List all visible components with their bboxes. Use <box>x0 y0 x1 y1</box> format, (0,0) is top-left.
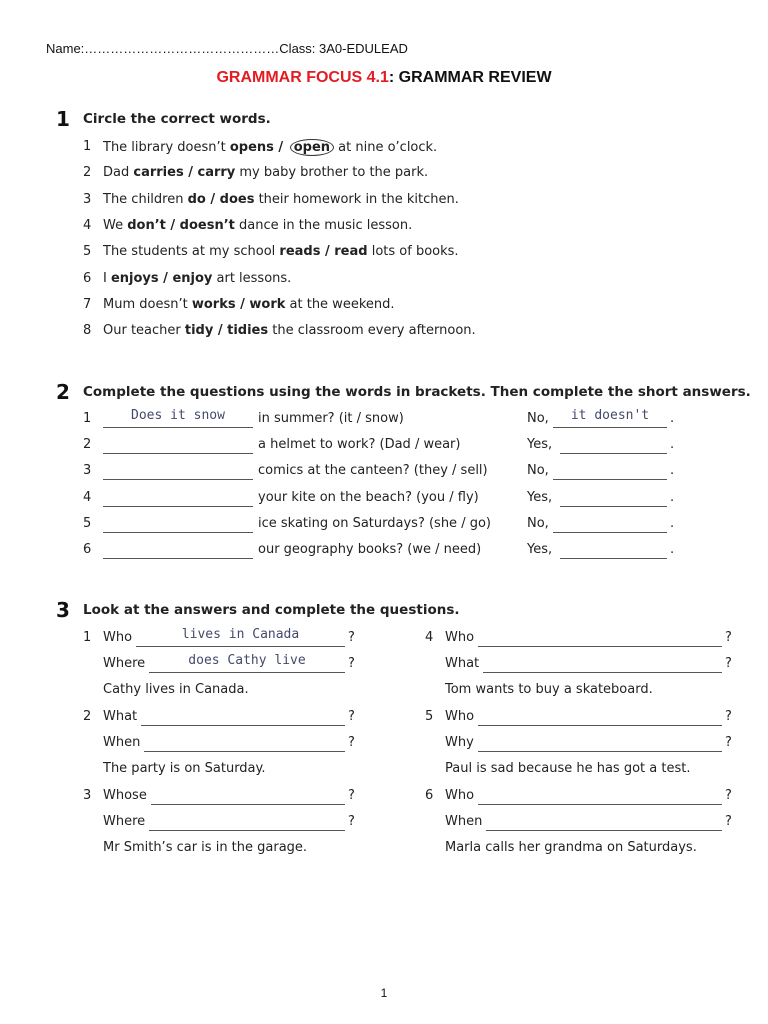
item-number: 5 <box>425 709 434 724</box>
sentence-start: Dad <box>103 165 134 181</box>
word-options[interactable]: do / does <box>187 191 255 207</box>
page-number: 1 <box>380 986 388 1000</box>
item-sentence <box>103 218 412 233</box>
item-number: 6 <box>83 542 92 557</box>
exercise-1-item <box>83 218 583 238</box>
item-sentence <box>103 297 395 312</box>
sentence-start: The students at my school <box>103 244 280 260</box>
short-answer-period: . <box>670 437 675 453</box>
short-answer-period: . <box>670 515 675 531</box>
item-number: 3 <box>83 463 92 479</box>
question-mark: ? <box>725 814 732 829</box>
title-focus: GRAMMAR FOCUS 4.1 <box>216 69 389 86</box>
short-answer-period: . <box>670 463 675 479</box>
question-text: in summer? (it / snow) <box>258 411 404 426</box>
question-text: a helmet to work? (Dad / wear) <box>258 437 461 453</box>
item-sentence <box>103 244 459 259</box>
question-answer: does Cathy live <box>188 653 306 668</box>
exercise-1-number: 1 <box>56 107 70 131</box>
question-blank[interactable] <box>478 631 722 647</box>
class-label: Class: 3A0-EDULEAD <box>279 41 408 56</box>
item-number: 1 <box>83 139 92 154</box>
question-blank[interactable] <box>478 710 722 726</box>
question-answer-blank[interactable] <box>103 517 253 533</box>
sentence-start: The library doesn’t <box>103 140 230 155</box>
question-answer: lives in Canada <box>181 627 300 642</box>
question-blank[interactable] <box>141 710 345 726</box>
item-sentence <box>103 271 291 286</box>
question-answer-blank[interactable] <box>103 464 253 480</box>
question-mark: ? <box>348 630 355 645</box>
page-title <box>0 69 768 87</box>
question-mark: ? <box>348 656 355 671</box>
exercise-1-item <box>83 297 583 317</box>
answer-statement: Paul is sad because he has got a test. <box>445 761 691 776</box>
item-number: 6 <box>83 270 92 286</box>
word-options[interactable]: works / work <box>191 296 286 312</box>
item-number: 2 <box>83 709 92 724</box>
sentence-end: the classroom every afternoon. <box>268 323 476 339</box>
item-number: 4 <box>83 217 92 233</box>
answer-statement: Marla calls her grandma on Saturdays. <box>445 840 697 855</box>
word-options[interactable]: reads / read <box>279 244 368 260</box>
question-blank[interactable] <box>478 736 722 752</box>
question-mark: ? <box>725 656 732 671</box>
question-answer: Does it snow <box>131 408 225 423</box>
item-number: 3 <box>83 788 92 803</box>
question-blank[interactable] <box>149 815 345 831</box>
item-sentence <box>103 139 437 156</box>
short-answer-period: . <box>670 489 675 505</box>
exercise-1-item <box>83 192 583 212</box>
question-word: Whose <box>103 788 147 803</box>
question-word: What <box>103 709 138 724</box>
item-number: 1 <box>83 630 92 645</box>
item-number: 4 <box>425 630 434 645</box>
exercise-3-instruction: Look at the answers and complete the questions. <box>83 602 460 618</box>
question-answer-blank[interactable] <box>103 543 253 559</box>
exercise-2-instruction: Complete the questions using the words in brackets. Then complete the short answers. <box>83 384 751 400</box>
answer-statement: Tom wants to buy a skateboard. <box>445 682 653 697</box>
question-answer-blank[interactable] <box>103 438 253 454</box>
short-answer: it doesn't <box>570 408 650 423</box>
short-answer-blank[interactable] <box>553 517 667 533</box>
item-number: 5 <box>83 244 92 260</box>
exercise-1-item <box>83 244 583 264</box>
sentence-end: art lessons. <box>212 270 292 286</box>
short-answer-blank[interactable] <box>560 438 667 454</box>
question-word: Who <box>445 788 475 803</box>
short-answer-period: . <box>670 542 675 557</box>
short-answer-blank[interactable] <box>560 543 667 559</box>
question-text: our geography books? (we / need) <box>258 542 482 557</box>
question-text: ice skating on Saturdays? (she / go) <box>258 515 491 531</box>
short-answer-start: No, <box>527 411 549 426</box>
question-word: Where <box>103 814 146 829</box>
question-blank[interactable] <box>486 815 722 831</box>
sentence-end: lots of books. <box>367 244 459 260</box>
item-number: 7 <box>83 296 92 312</box>
question-answer-blank[interactable] <box>103 491 253 507</box>
title-review: : GRAMMAR REVIEW <box>388 69 552 86</box>
question-word: What <box>445 656 480 671</box>
question-mark: ? <box>348 814 355 829</box>
exercise-1-item <box>83 139 583 159</box>
sentence-end: at nine o’clock. <box>334 140 438 155</box>
item-number: 6 <box>425 788 434 803</box>
item-sentence <box>103 165 428 180</box>
circled-answer[interactable]: open <box>290 139 334 156</box>
word-options[interactable]: enjoys / enjoy <box>110 270 213 286</box>
item-number: 3 <box>83 191 92 207</box>
word-options[interactable]: tidy / tidies <box>184 323 269 339</box>
sentence-start: We <box>103 217 128 233</box>
sentence-end: at the weekend. <box>285 296 395 312</box>
question-mark: ? <box>348 709 355 724</box>
answer-statement: Mr Smith’s car is in the garage. <box>103 840 308 855</box>
item-number: 2 <box>83 165 92 181</box>
question-blank[interactable] <box>478 789 722 805</box>
question-mark: ? <box>348 735 355 750</box>
exercise-1-instruction: Circle the correct words. <box>83 111 271 127</box>
question-word: When <box>103 735 141 750</box>
question-word: When <box>445 814 483 829</box>
question-blank[interactable] <box>151 789 345 805</box>
short-answer-start: Yes, <box>527 437 553 453</box>
item-sentence <box>103 323 476 338</box>
question-text: comics at the canteen? (they / sell) <box>258 463 488 479</box>
item-number: 4 <box>83 489 92 505</box>
sentence-end: my baby brother to the park. <box>235 165 429 181</box>
question-mark: ? <box>725 709 732 724</box>
sentence-start: Our teacher <box>103 323 185 339</box>
question-text: your kite on the beach? (you / fly) <box>258 489 479 505</box>
question-blank[interactable] <box>483 657 722 673</box>
item-number: 1 <box>83 411 92 426</box>
student-header <box>46 41 408 56</box>
answer-statement: Cathy lives in Canada. <box>103 682 249 697</box>
question-word: Who <box>445 630 475 645</box>
exercise-3-number: 3 <box>56 598 70 622</box>
sentence-end: dance in the music lesson. <box>234 217 413 233</box>
exercise-1-item <box>83 271 583 291</box>
question-mark: ? <box>725 630 732 645</box>
sentence-end: their homework in the kitchen. <box>254 191 459 207</box>
sentence-start: I <box>103 270 111 286</box>
item-number: 2 <box>83 437 92 453</box>
sentence-start: Mum doesn’t <box>103 296 192 312</box>
item-sentence <box>103 192 459 207</box>
question-mark: ? <box>725 788 732 803</box>
question-word: Why <box>445 735 474 750</box>
short-answer-start: No, <box>527 515 549 531</box>
short-answer-period: . <box>670 411 675 426</box>
exercise-2-number: 2 <box>56 380 70 404</box>
word-options[interactable]: don’t / doesn’t <box>127 217 235 233</box>
short-answer-blank[interactable] <box>560 491 667 507</box>
question-mark: ? <box>725 735 732 750</box>
question-word: Who <box>445 709 475 724</box>
short-answer-start: Yes, <box>527 542 553 557</box>
name-field[interactable]: Name:……………………………………… <box>46 41 280 56</box>
item-number: 5 <box>83 515 92 531</box>
question-word: Who <box>103 630 133 645</box>
word-options[interactable]: carries / carry <box>133 165 236 181</box>
answer-statement: The party is on Saturday. <box>103 761 266 776</box>
question-mark: ? <box>348 788 355 803</box>
word-options[interactable]: opens / <box>229 140 288 155</box>
short-answer-blank[interactable] <box>553 464 667 480</box>
exercise-1-item <box>83 165 583 185</box>
question-blank[interactable] <box>144 736 345 752</box>
short-answer-start: No, <box>527 463 549 479</box>
item-number: 8 <box>83 323 92 339</box>
exercise-1-item <box>83 323 583 343</box>
short-answer-start: Yes, <box>527 489 553 505</box>
question-word: Where <box>103 656 146 671</box>
sentence-start: The children <box>103 191 188 207</box>
